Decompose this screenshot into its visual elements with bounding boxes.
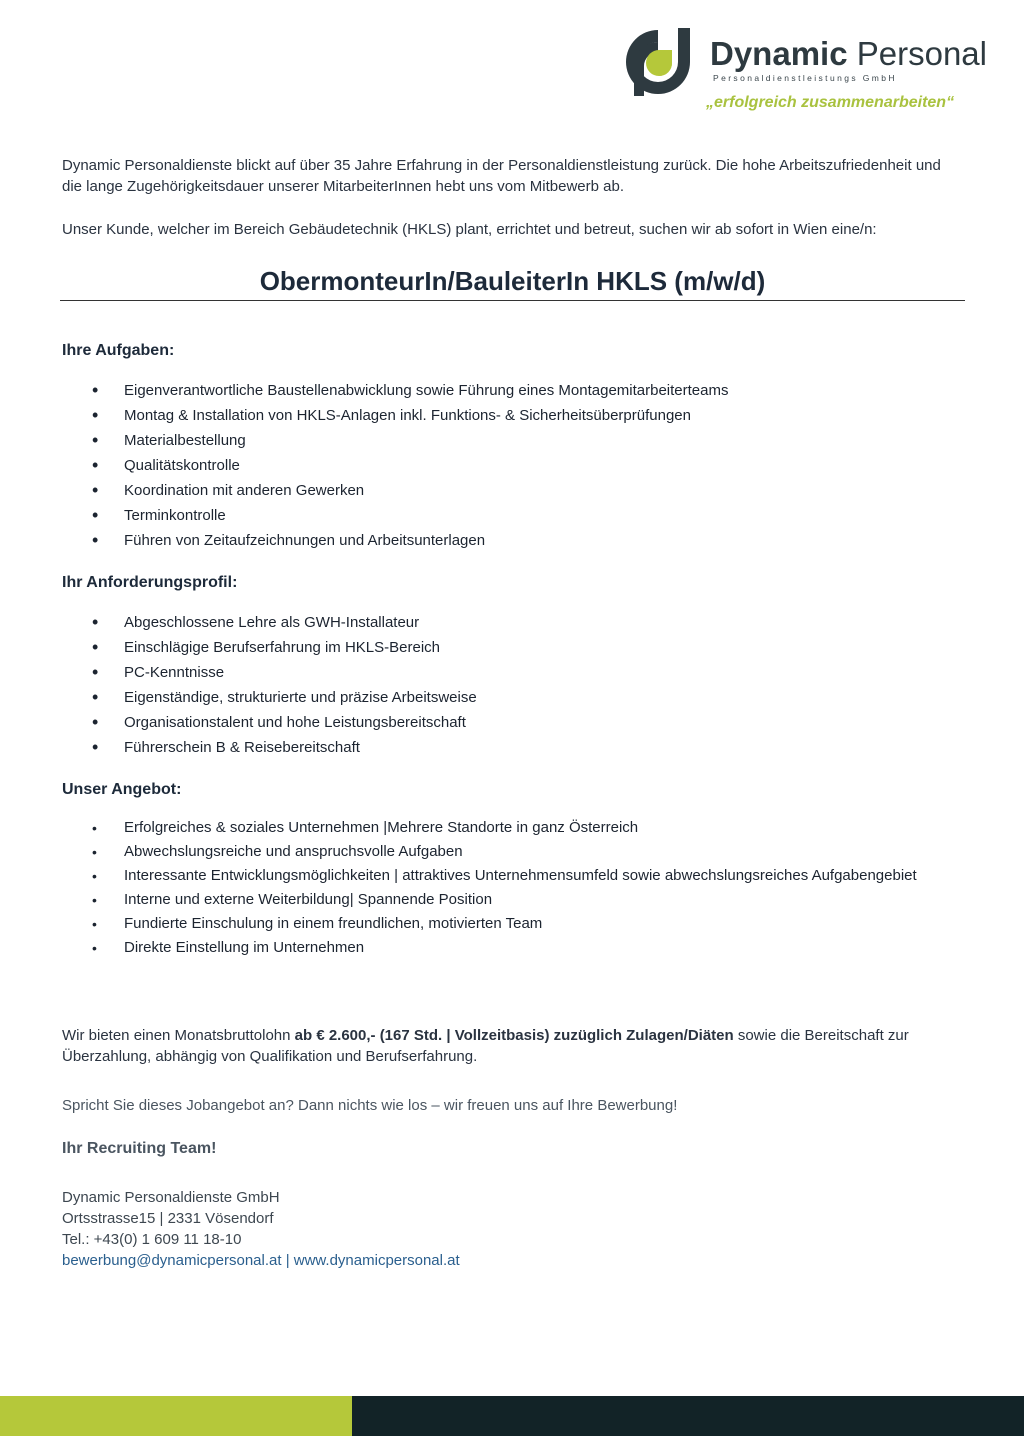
company-logo	[620, 24, 1000, 120]
brand-subtitle: Personaldienstleistungs GmbH	[713, 73, 897, 83]
contact-company: Dynamic Personaldienste GmbH	[62, 1189, 280, 1206]
list-item: • Eigenverantwortliche Baustellenabwicklung sowie Führung eines Montagemitarbeiterteams	[62, 378, 922, 403]
brand-name-bold: Dynamic	[710, 35, 848, 72]
list-item: • Führerschein B & Reisebereitschaft	[62, 735, 922, 760]
salary-pre: Wir bieten einen Monatsbruttolohn	[62, 1027, 295, 1044]
list-item: • Interessante Entwicklungsmöglichkeiten | attraktives Unternehmensumfeld sowie abwechslungsreiches Aufgabengebiet	[62, 864, 922, 888]
brand-name	[710, 36, 987, 72]
salary-amount: ab € 2.600,- (167 Std. | Vollzeitbasis) zuzüglich Zulagen/Diäten	[294, 1027, 734, 1044]
list-item: • Führen von Zeitaufzeichnungen und Arbeitsunterlagen	[62, 528, 922, 553]
list-item: • Terminkontrolle	[62, 503, 922, 528]
salary-paragraph	[62, 1025, 962, 1067]
list-item: • Abgeschlossene Lehre als GWH-Installateur	[62, 610, 922, 635]
list-item: • Fundierte Einschulung in einem freundlichen, motivierten Team	[62, 912, 922, 936]
footer-bar-green	[0, 1396, 352, 1436]
list-item: • Materialbestellung	[62, 428, 922, 453]
client-paragraph: Unser Kunde, welcher im Bereich Gebäudetechnik (HKLS) plant, errichtet und betreut, suchen wir ab sofort in Wien eine/n:	[62, 221, 877, 238]
list-item: • Interne und externe Weiterbildung| Spannende Position	[62, 888, 922, 912]
job-title: ObermonteurIn/BauleiterIn HKLS (m/w/d)	[60, 262, 965, 301]
list-item: • Montag & Installation von HKLS-Anlagen inkl. Funktions- & Sicherheitsüberprüfungen	[62, 403, 922, 428]
footer-bar-dark	[352, 1396, 1024, 1436]
salary-post: sowie die Bereitschaft zur Überzahlung, abhängig von Qualifikation und Berufserfahrung.	[62, 1027, 909, 1065]
section-heading-aufgaben: Ihre Aufgaben:	[62, 342, 175, 359]
section-heading-profil: Ihr Anforderungsprofil:	[62, 574, 238, 591]
aufgaben-list	[62, 378, 922, 553]
angebot-list	[62, 816, 922, 960]
recruiting-team-signature: Ihr Recruiting Team!	[62, 1140, 217, 1157]
slogan: „erfolgreich zusammenarbeiten“	[706, 94, 955, 111]
list-item: • Koordination mit anderen Gewerken	[62, 478, 922, 503]
contact-address: Ortsstrasse15 | 2331 Vösendorf	[62, 1210, 274, 1227]
contact-phone: Tel.: +43(0) 1 609 11 18-10	[62, 1231, 242, 1248]
list-item: • Einschlägige Berufserfahrung im HKLS-Bereich	[62, 635, 922, 660]
list-item: • Erfolgreiches & soziales Unternehmen |Mehrere Standorte in ganz Österreich	[62, 816, 922, 840]
list-item: • PC-Kenntnisse	[62, 660, 922, 685]
brand-name-light: Personal	[856, 35, 987, 72]
list-item: • Eigenständige, strukturierte und präzise Arbeitsweise	[62, 685, 922, 710]
call-to-action: Spricht Sie dieses Jobangebot an? Dann nichts wie los – wir freuen uns auf Ihre Bewerbung!	[62, 1097, 678, 1114]
list-item: • Organisationstalent und hohe Leistungsbereitschaft	[62, 710, 922, 735]
intro-paragraph: Dynamic Personaldienste blickt auf über 35 Jahre Erfahrung in der Personaldienstleistung zurück. Die hohe Arbeitszufriedenheit und die lange Zugehörigkeitsdauer unserer MitarbeiterInnen hebt uns vom Mitbewerb ab.	[62, 157, 941, 195]
list-item: • Abwechslungsreiche und anspruchsvolle Aufgaben	[62, 840, 922, 864]
contact-links[interactable]: bewerbung@dynamicpersonal.at | www.dynamicpersonal.at	[62, 1252, 460, 1269]
dp-logo-icon	[620, 24, 696, 100]
list-item: • Direkte Einstellung im Unternehmen	[62, 936, 922, 960]
contact-block	[62, 1187, 460, 1271]
list-item: • Qualitätskontrolle	[62, 453, 922, 478]
profil-list	[62, 610, 922, 760]
section-heading-angebot: Unser Angebot:	[62, 781, 182, 798]
